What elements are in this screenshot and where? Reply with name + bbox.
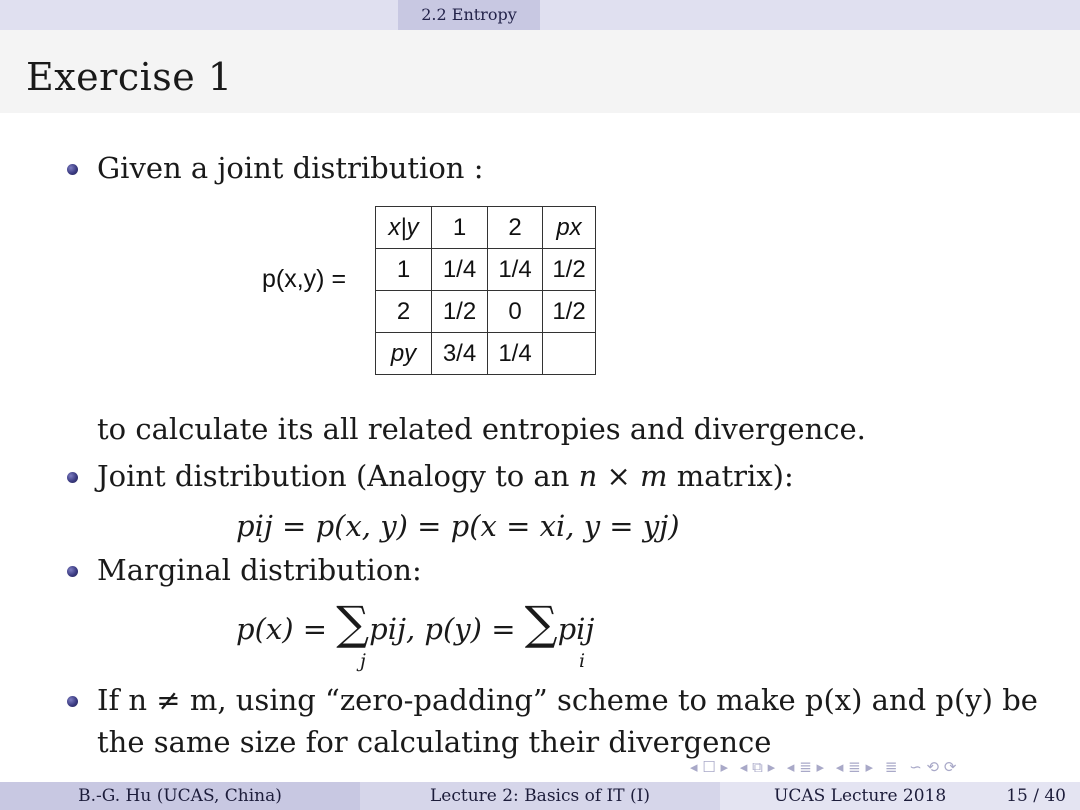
section-tab[interactable]: 2.2 Entropy: [398, 0, 540, 30]
section-nav-icon[interactable]: ◂ ≣ ▸: [786, 758, 825, 776]
bullet-text-joint: [97, 459, 794, 493]
footer-right: [720, 782, 1080, 810]
bullet-text-zero-padding-line1: If n ≠ m, using “zero-padding” scheme to make p(x) and p(y) be: [97, 683, 1038, 717]
sum-icon: ∑: [336, 596, 370, 650]
slide-title: Exercise 1: [26, 55, 233, 99]
table-cell: x|y: [376, 207, 432, 249]
table-cell: 1/4: [432, 249, 488, 291]
table-cell: py: [376, 333, 432, 375]
table-header-row: [376, 207, 596, 249]
page-number: 15 / 40: [1006, 786, 1066, 806]
document-nav-icon[interactable]: ◂ ≣ ▸: [835, 758, 874, 776]
footer-bar: [0, 782, 1080, 810]
sum-icon: ∑: [524, 596, 558, 650]
eq-right: pij: [557, 612, 595, 646]
search-back-forward-icon[interactable]: ∽ ⟲ ⟳: [909, 758, 957, 776]
table-cell: 1/4: [488, 249, 543, 291]
table-cell: 1/2: [543, 291, 596, 333]
continuation-text: to calculate its all related entropies and divergence.: [97, 412, 866, 446]
table-cell: 2: [488, 207, 543, 249]
bullet-icon: [67, 566, 78, 577]
table-cell: 3/4: [432, 333, 488, 375]
table-row: [376, 249, 596, 291]
title-bar: [0, 30, 1080, 113]
footer-author: B.-G. Hu (UCAS, China): [0, 782, 360, 810]
joint-post: matrix):: [667, 459, 794, 493]
table-cell: 1/2: [432, 291, 488, 333]
joint-distribution-label: p(x,y) =: [262, 265, 347, 293]
bullet-icon: [67, 696, 78, 707]
table-cell: 0: [488, 291, 543, 333]
table-cell: [543, 333, 596, 375]
footer-institution: UCAS Lecture 2018: [774, 786, 947, 806]
table-cell: 1/2: [543, 249, 596, 291]
bullet-text-marginal: Marginal distribution:: [97, 553, 422, 587]
joint-pre: Joint distribution (Analogy to an: [97, 459, 579, 493]
joint-distribution-table: [375, 206, 596, 375]
table-cell: 1: [432, 207, 488, 249]
table-cell: px: [543, 207, 596, 249]
table-row: [376, 333, 596, 375]
marginal-equation: [236, 596, 595, 650]
eq-mid: pij, p(y) =: [369, 612, 516, 646]
table-cell: 1: [376, 249, 432, 291]
eq-left: p(x) =: [236, 612, 328, 646]
joint-math: n × m: [578, 459, 668, 493]
navigation-symbols: [690, 758, 1075, 778]
footer-lecture: Lecture 2: Basics of IT (I): [360, 782, 720, 810]
frame-nav-icon[interactable]: ◂ ☐ ▸: [690, 758, 729, 776]
bullet-icon: [67, 472, 78, 483]
outline-icon[interactable]: ≣: [884, 758, 898, 776]
joint-equation: pij = p(x, y) = p(x = xi, y = yj): [236, 509, 680, 543]
bullet-text-given: Given a joint distribution :: [97, 151, 484, 185]
bullet-text-zero-padding-line2: the same size for calculating their divergence: [97, 725, 772, 759]
top-navigation-bar: [0, 0, 1080, 30]
sum-index-i: i: [579, 650, 586, 672]
bullet-icon: [67, 164, 78, 175]
table-row: [376, 291, 596, 333]
sum-index-j: j: [360, 650, 366, 672]
table-cell: 2: [376, 291, 432, 333]
subsection-nav-icon[interactable]: ◂ ⧉ ▸: [739, 758, 776, 776]
table-cell: 1/4: [488, 333, 543, 375]
